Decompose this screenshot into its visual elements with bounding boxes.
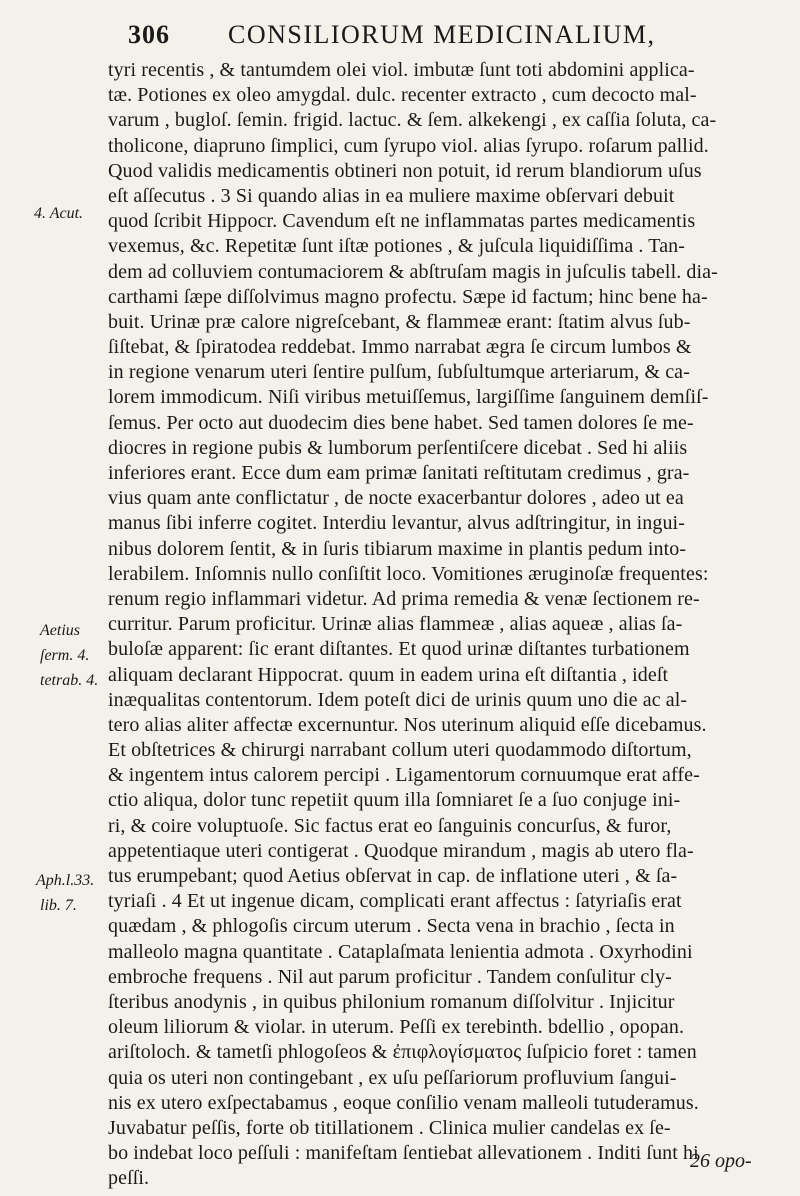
text-line: tyriaſi . 4 Et ut ingenue dicam, complicati erant affectus : ſatyriaſis erat <box>108 890 682 913</box>
text-line: & ingentem intus calorem percipi . Ligamentorum cornuumque erat affe- <box>108 764 700 787</box>
text-line: bo indebat loco peſſuli : manifeſtam ſentiebat allevationem . Inditi ſunt hi <box>108 1142 699 1165</box>
text-line: quia os uteri non contingebant , ex uſu peſſariorum profluvium ſangui- <box>108 1066 677 1089</box>
margin-note-aetius-serm: ſerm. 4. <box>40 647 90 664</box>
text-line: renum regio inflammari videtur. Ad prima remedia & venæ ſectionem re- <box>108 587 700 610</box>
text-line: quædam , & phlogoſis circum uterum . Secta vena in brachio , ſecta in <box>108 915 675 938</box>
text-line: Juvabatur peſſis, forte ob titillationem . Clinica mulier candelas ex ſe- <box>108 1116 671 1139</box>
text-line: ri, & coire voluptuoſe. Sic factus erat eo ſanguinis concurſus, & furor, <box>108 814 672 837</box>
text-line: in regione venarum uteri ſentire pulſum, ſubſultumque arteriarum, & ca- <box>108 361 690 384</box>
text-line: embroche frequens . Nil aut parum proficitur . Tandem conſulitur cly- <box>108 965 672 988</box>
margin-note-aph-lib: lib. 7. <box>40 897 77 914</box>
text-line: varum , bugloſ. ſemin. frigid. lactuc. & ſem. alkekengi , ex caſſia ſoluta, ca- <box>108 109 717 132</box>
text-line: inæqualitas contentorum. Idem poteſt dici de urinis quum uno die ac al- <box>108 688 688 711</box>
text-line: nibus dolorem ſentit, & in ſuris tibiarum maxime in plantis pedum into- <box>108 537 687 560</box>
text-line: ſiſtebat, & ſpiratodea reddebat. Immo narrabat ægra ſe circum lumbos & <box>108 336 692 359</box>
text-line: Quod validis medicamentis obtineri non potuit, id rerum blandiorum uſus <box>108 159 702 182</box>
page-number: 306 <box>128 20 170 49</box>
margin-note-acut: 4. Acut. <box>34 205 84 222</box>
body-text <box>108 58 798 1191</box>
text-line: tholicone, diapruno ſimplici, cum ſyrupo viol. alias ſyrupo. roſarum pallid. <box>108 134 709 157</box>
text-line: vius quam ante conflictatur , de nocte exacerbantur dolores , adeo ut ea <box>108 487 684 510</box>
text-line: vexemus, &c. Repetitæ ſunt iſtæ potiones , & juſcula liquidiſſima . Tan- <box>108 235 686 258</box>
text-line: ſteribus anodynis , in quibus philonium romanum diſſolvitur . Injicitur <box>108 990 675 1013</box>
text-line: peſſi. <box>108 1167 150 1190</box>
text-line: buloſæ apparent: ſic erant diſtantes. Et quod urinæ diſtantes turbationem <box>108 638 690 661</box>
text-line: eſt aſſecutus . 3 Si quando alias in ea muliere maxime obſervari debuit <box>108 184 675 207</box>
text-line: carthami ſæpe diſſolvimus magno profectu. Sæpe id factum; hinc bene ha- <box>108 285 708 308</box>
catchword: 26 opo- <box>690 1150 752 1172</box>
text-line: tero alias aliter affectæ excernuntur. Nos uterinum aliquid eſſe dicebamus. <box>108 713 707 736</box>
text-line: quod ſcribit Hippocr. Cavendum eſt ne inflammatas partes medicamentis <box>108 210 696 233</box>
text-line: curritur. Parum proficitur. Urinæ alias flammeæ , alias aqueæ , alias ſa- <box>108 613 683 636</box>
text-line: nis ex utero exſpectabamus , eoque conſilio venam malleoli tutuderamus. <box>108 1091 699 1114</box>
text-line: ctio aliqua, dolor tunc repetiit quum illa ſomniaret ſe a ſuo conjuge ini- <box>108 789 681 812</box>
text-line: tus erumpebant; quod Aetius obſervat in cap. de inflatione uteri , & ſa- <box>108 865 678 887</box>
text-line: ariſtoloch. & tametſi phlogoſeos & ἐπιφλογίσματος ſuſpicio foret : tamen <box>108 1041 697 1064</box>
text-line: malleolo magna quantitate . Cataplaſmata lenientia admota . Oxyrhodini <box>108 940 693 963</box>
text-line: inferiores erant. Ecce dum eam primæ ſanitati reſtitutam credimus , gra- <box>108 462 690 484</box>
text-line: aliquam declarant Hippocrat. quum in eadem urina eſt diſtantia , ideſt <box>108 663 669 686</box>
text-line: manus ſibi inferre cogitet. Interdiu levantur, alvus adſtringitur, in ingui- <box>108 512 685 535</box>
text-line: oleum liliorum & violar. in uterum. Peſſi ex terebinth. bdellio , opopan. <box>108 1016 685 1039</box>
text-line: appetentiaque uteri contigerat . Quodque mirandum , magis ab utero fla- <box>108 839 694 862</box>
text-line: lorem immodicum. Niſi viribus metuiſſemus, largiſſime ſanguinem demſiſ- <box>108 386 709 409</box>
text-line: lerabilem. Inſomnis nullo conſiſtit loco. Vomitiones æruginoſæ frequentes: <box>108 562 709 585</box>
text-line: tæ. Potiones ex oleo amygdal. dulc. recenter extracto , cum decocto mal- <box>108 84 697 107</box>
margin-note-aetius: Aetius <box>40 622 80 639</box>
text-line: Et obſtetrices & chirurgi narrabant collum uteri quodammodo diſtortum, <box>108 739 692 762</box>
running-head: CONSILIORUM MEDICINALIUM, <box>228 20 656 49</box>
margin-note-aetius-tetrab: tetrab. 4. <box>40 672 99 689</box>
text-line: ſemus. Per octo aut duodecim dies bene habet. Sed tamen dolores ſe me- <box>108 411 694 434</box>
margin-note-aph: Aph.l.33. <box>36 872 95 889</box>
text-line: tyri recentis , & tantumdem olei viol. imbutæ ſunt toti abdomini applica- <box>108 59 695 81</box>
text-line: buit. Urinæ præ calore nigreſcebant, & flammeæ erant: ſtatim alvus ſub- <box>108 310 691 333</box>
text-line: diocres in regione pubis & lumborum perſentiſcere dicebat . Sed hi aliis <box>108 436 688 459</box>
text-line: dem ad colluviem contumaciorem & abſtruſam magis in juſculis tabell. dia- <box>108 260 718 283</box>
